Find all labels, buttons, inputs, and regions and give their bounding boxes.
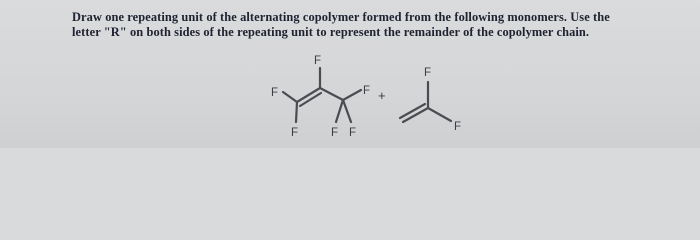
bond bbox=[320, 88, 343, 100]
bond bbox=[283, 92, 297, 102]
monomer-2-structure bbox=[400, 67, 461, 133]
monomer-1-structure bbox=[271, 55, 370, 139]
fluorine-label: F bbox=[349, 127, 357, 139]
question-line-2: letter "R" on both sides of the repeating unit to represent the remainder of the copolymer chain. bbox=[72, 25, 590, 39]
fluorine-label: F bbox=[314, 55, 322, 67]
bond bbox=[343, 100, 351, 122]
fluorine-label: F bbox=[454, 121, 462, 133]
bond bbox=[428, 108, 451, 121]
fluorine-label: F bbox=[291, 127, 299, 139]
fluorine-label: F bbox=[363, 85, 371, 97]
fluorine-label: F bbox=[424, 67, 432, 79]
fluorine-label: F bbox=[271, 87, 279, 99]
question-line-1: Draw one repeating unit of the alternating copolymer formed from the following monomers. Use the bbox=[72, 10, 610, 24]
bond bbox=[296, 102, 297, 122]
fluorine-label: F bbox=[331, 127, 339, 139]
bond bbox=[343, 90, 361, 100]
bond bbox=[336, 100, 343, 122]
plus-sign: + bbox=[378, 88, 386, 103]
